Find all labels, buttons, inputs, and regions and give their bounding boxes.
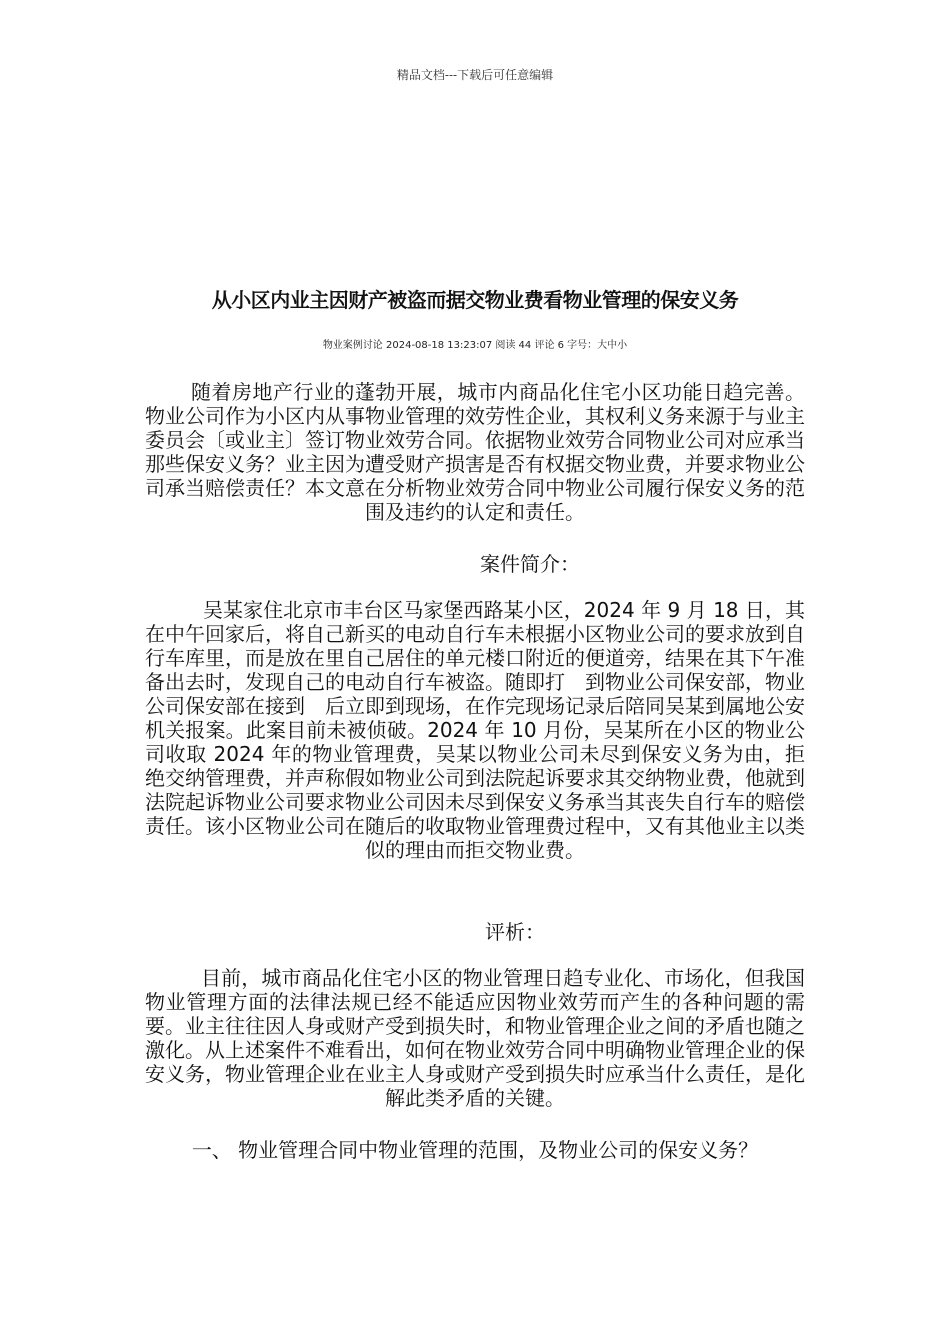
case-summary-paragraph: 吴某家住北京市丰台区马家堡西路某小区，2024 年 9 月 18 日，其在中午回家后，将自己新买的电动自行车未根据小区物业公司的要求放到自行车库里，而是放在里自己居住的单元楼口附近的便道旁，结果在其下午准备出去时，发现自己的电动自行车被盗。随即打 到物业公司保安部，物业公司保安部在接到 后立即到现场，在作完现场记录后陪同吴某到属地公安机关报案。此案目前未被侦破。2024 年 10 月份，吴某所在小区的物业公司收取 2024 年的物业管理费，吴某以物业公司未尽到保安义务为由，拒绝交纳管理费，并声称假如物业公司到法院起诉要求其交纳物业费，他就到法院起诉物业公司要求物业公司因未尽到保安义务承当其丧失自行车的赔偿责任。该小区物业公司在随后的收取物业管理费过程中，又有其他业主以类似的理由而拒交物业费。 — [145, 598, 805, 862]
intro-paragraph: 随着房地产行业的蓬勃开展，城市内商品化住宅小区功能日趋完善。物业公司作为小区内从事物业管理的效劳性企业，其权利义务来源于与业主委员会〔或业主〕签订物业效劳合同。依据物业效劳合同物业公司对应承当那些保安义务？业主因为遭受财产损害是否有权据交物业费，并要求物业公司承当赔偿责任？本文意在分析物业效劳合同中物业公司履行保安义务的范围及违约的认定和责任。 — [145, 380, 805, 524]
article-title: 从小区内业主因财产被盗而据交物业费看物业管理的保安义务 — [211, 288, 739, 312]
section-one-heading: 一、 物业管理合同中物业管理的范围，及物业公司的保安义务？ — [191, 1138, 759, 1162]
case-summary-heading: 案件简介： — [480, 552, 580, 576]
page-header-note: 精品文档---下载后可任意编辑 — [396, 68, 554, 82]
analysis-paragraph: 目前，城市商品化住宅小区的物业管理日趋专业化、市场化，但我国物业管理方面的法律法规已经不能适应因物业效劳而产生的各种问题的需要。业主往往因人身或财产受到损失时，和物业管理企业之间的矛盾也随之激化。从上述案件不难看出，如何在物业效劳合同中明确物业管理企业的保安义务，物业管理企业在业主人身或财产受到损失时应承当什么责任，是化解此类矛盾的关键。 — [145, 966, 805, 1110]
article-meta: 物业案例讨论 2024-08-18 13:23:07 阅读 44 评论 6 字号：大中小 — [322, 340, 628, 351]
analysis-heading: 评析： — [485, 920, 545, 944]
